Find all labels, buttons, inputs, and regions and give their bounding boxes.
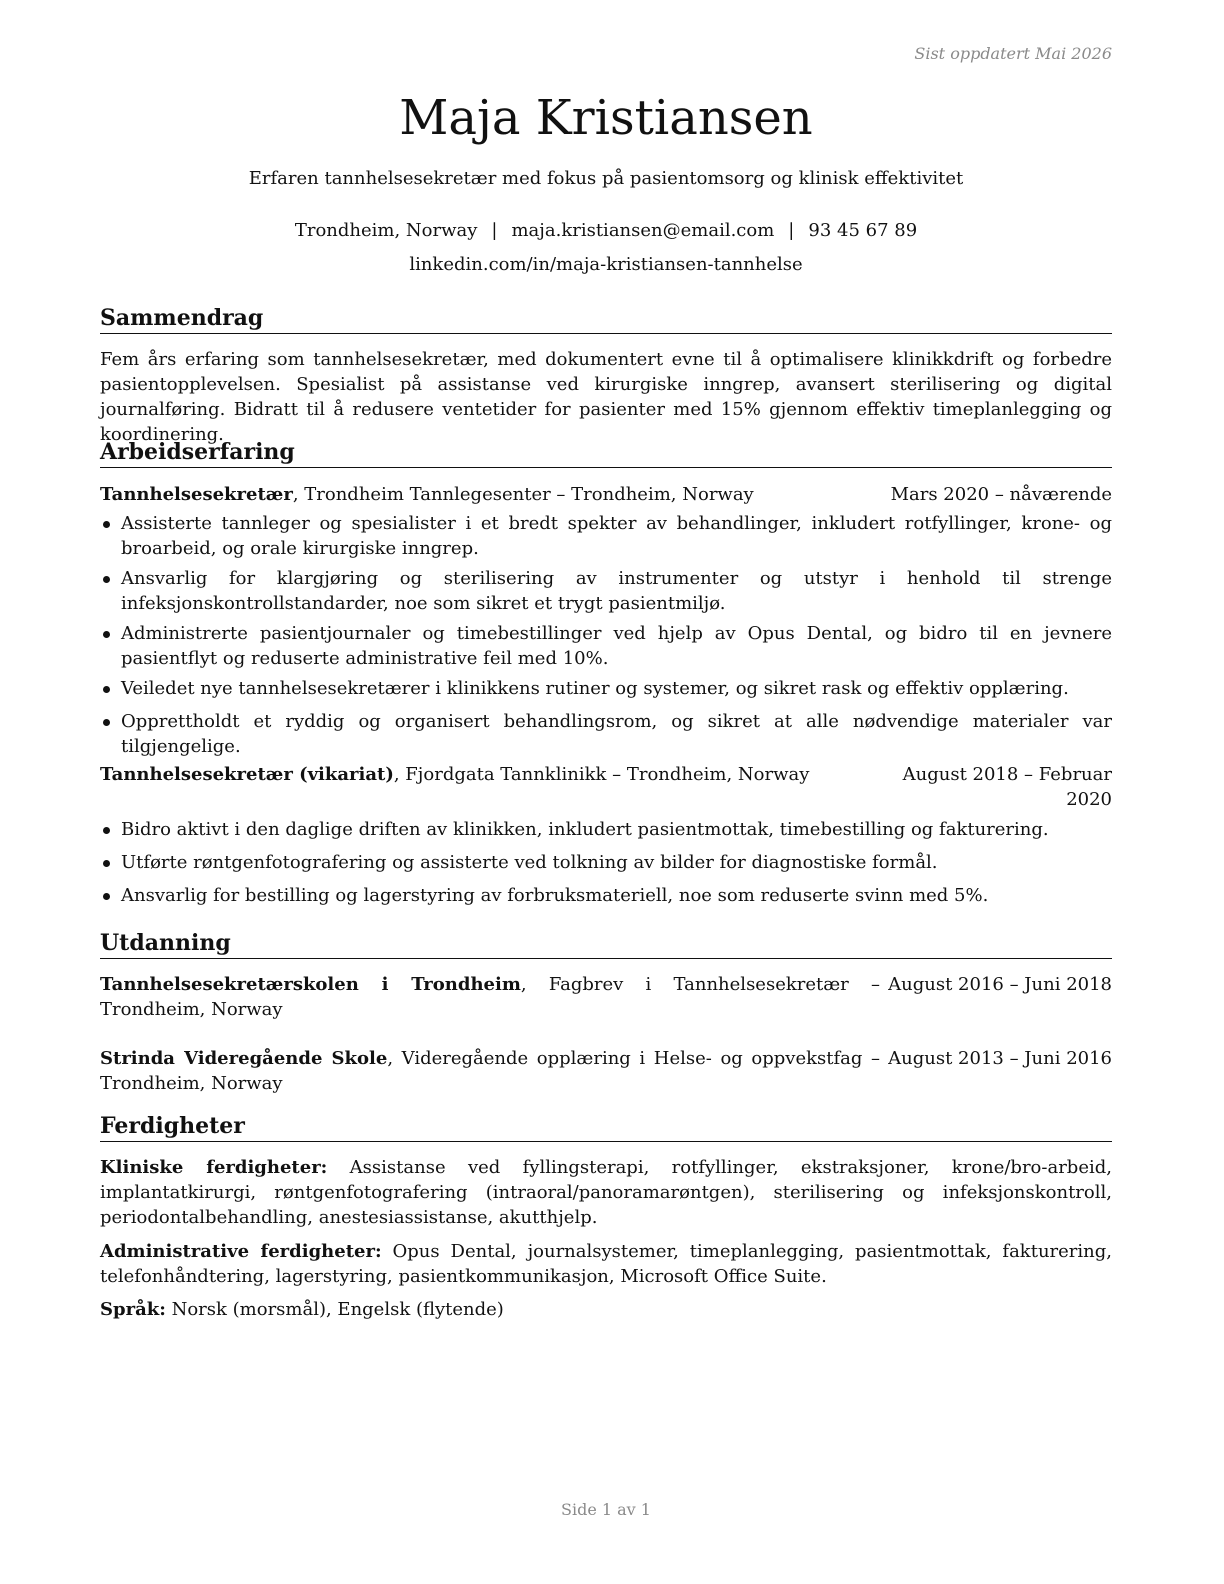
school-name: Tannhelsesekretærskolen i Trondheim <box>100 974 521 995</box>
candidate-name: Maja Kristiansen <box>399 90 813 146</box>
job-dates: August 2018 – Februar 2020 <box>902 764 1112 810</box>
linkedin-link[interactable]: linkedin.com/in/maja-kristiansen-tannhelse <box>409 254 803 275</box>
list-item: Ansvarlig for bestilling og lagerstyring av forbruksmateriell, noe som reduserte svinn med 5%. <box>100 883 1112 908</box>
job-role: Tannhelsesekretær (vikariat) <box>100 764 394 785</box>
last-updated: Sist oppdatert Mai 2026 <box>914 44 1112 63</box>
skill-label: Kliniske ferdigheter: <box>100 1157 328 1178</box>
section-title-education: Utdanning <box>100 929 1112 959</box>
resume-page <box>100 0 1112 1584</box>
job-header <box>100 482 1112 507</box>
location: Trondheim, Norway <box>294 220 478 241</box>
job-place: , Fjordgata Tannklinikk – Trondheim, Norway <box>393 764 810 785</box>
list-item: Bidro aktivt i den daglige driften av klinikken, inkludert pasientmottak, timebestilling og fakturering. <box>100 817 1112 842</box>
education-school-details <box>100 1046 880 1096</box>
skill-text: Norsk (morsmål), Engelsk (flytende) <box>165 1299 504 1320</box>
list-item: Ansvarlig for klargjøring og sterilisering av instrumenter og utstyr i henhold til strenge infeksjonskontrollstandarder, noe som sikret et trygt pasientmiljø. <box>100 566 1112 616</box>
summary-text: Fem års erfaring som tannhelsesekretær, med dokumentert evne til å optimalisere klinikkdrift og forbedre pasientopplevelsen. Spesialist på assistanse ved kirurgiske inngrep, avansert sterilisering og digital journalføring. Bidratt til å redusere ventetider for pasienter med 15% gjennom effektiv timeplanlegging og koordinering. <box>100 349 1112 445</box>
list-item: Assisterte tannleger og spesialister i et bredt spekter av behandlinger, inkludert rotfyllinger, krone- og broarbeid, og orale kirurgiske inngrep. <box>100 511 1112 561</box>
skill-group-languages <box>100 1297 1112 1322</box>
contact-line <box>100 218 1112 244</box>
list-item: Opprettholdt et ryddig og organisert behandlingsrom, og sikret at alle nødvendige materialer var tilgjengelige. <box>100 709 1112 759</box>
section-title-skills: Ferdigheter <box>100 1112 1112 1142</box>
list-item: Administrerte pasientjournaler og timebestillinger ved hjelp av Opus Dental, og bidro til en jevnere pasientflyt og reduserte administrative feil med 10%. <box>100 621 1112 671</box>
skill-text: Opus Dental, journalsystemer, timeplanlegging, pasientmottak, fakturering, telefonhåndtering, lagerstyring, pasientkommunikasjon, Microsoft Office Suite. <box>100 1241 1112 1287</box>
education-dates: August 2016 – Juni 2018 <box>888 974 1112 995</box>
contact-separator: | <box>788 220 795 241</box>
job-role: Tannhelsesekretær <box>100 484 293 505</box>
page-number: Side 1 av 1 <box>561 1500 651 1519</box>
job-place: , Trondheim Tannlegesenter – Trondheim, Norway <box>292 484 754 505</box>
school-name: Strinda Videregående Skole <box>100 1048 388 1069</box>
education-entry <box>100 972 1112 1022</box>
list-item: Utførte røntgenfotografering og assisterte ved tolkning av bilder for diagnostiske formål. <box>100 850 1112 875</box>
phone-number: 93 45 67 89 <box>808 220 918 241</box>
contact-separator: | <box>491 220 498 241</box>
tagline: Erfaren tannhelsesekretær med fokus på pasientomsorg og klinisk effektivitet <box>248 168 964 189</box>
job-title-company <box>100 482 754 507</box>
section-title-summary: Sammendrag <box>100 304 1112 334</box>
skill-label: Administrative ferdigheter: <box>100 1241 382 1262</box>
skill-text: Assistanse ved fyllingsterapi, rotfyllinger, ekstraksjoner, krone/bro-arbeid, implantatkirurgi, røntgenfotografering (intraoral/panoramarøntgen), sterilisering og infeksjonskontroll, periodontalbehandling, anestesiassistanse, akutthjelp. <box>100 1157 1112 1228</box>
education-school-details <box>100 972 880 1022</box>
job-header <box>100 762 1112 812</box>
skill-group-administrative <box>100 1239 1112 1289</box>
job-bullets <box>100 817 1112 913</box>
list-item: Veiledet nye tannhelsesekretærer i klinikkens rutiner og systemer, og sikret rask og effektiv opplæring. <box>100 676 1112 701</box>
education-entry <box>100 1046 1112 1096</box>
job-dates: Mars 2020 – nåværende <box>890 484 1112 505</box>
email-link[interactable]: maja.kristiansen@email.com <box>511 220 775 241</box>
job-bullets <box>100 511 1112 764</box>
school-details: , Videregående opplæring i Helse- og oppvekstfag – Trondheim, Norway <box>100 1048 880 1094</box>
section-title-experience: Arbeidserfaring <box>100 438 1112 468</box>
job-title-company <box>100 762 809 812</box>
skill-group-clinical <box>100 1155 1112 1230</box>
school-details: , Fagbrev i Tannhelsesekretær – Trondheim, Norway <box>100 974 880 1020</box>
skill-label: Språk: <box>100 1299 166 1320</box>
education-dates: August 2013 – Juni 2016 <box>888 1048 1112 1069</box>
